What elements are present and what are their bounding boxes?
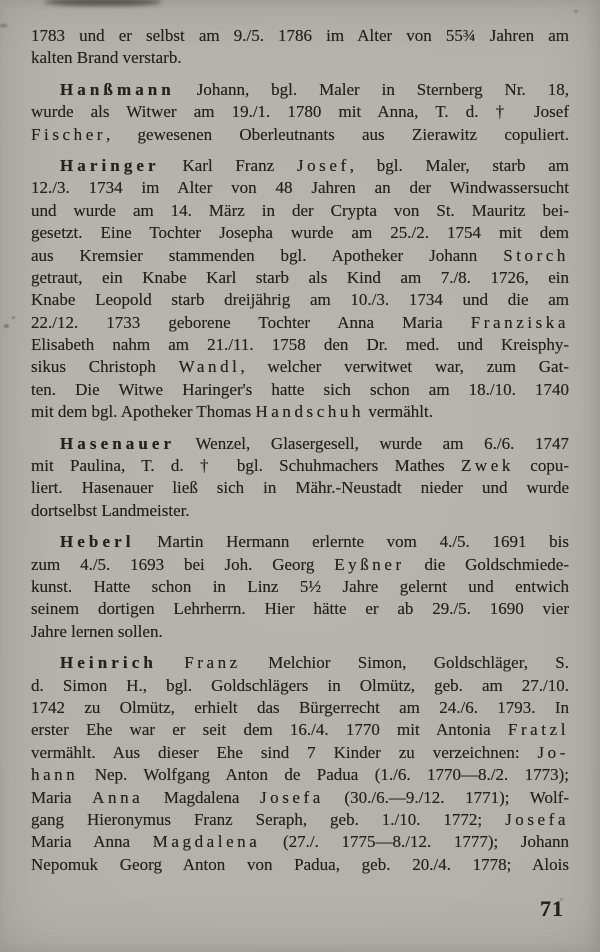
letterspaced-name: Handschuh xyxy=(255,402,365,422)
text-run: dortselbst Landmeister. xyxy=(31,500,190,520)
text-line xyxy=(31,433,569,455)
text-run: wurde als Witwer am 19./1. 1780 mit Anna, T. d. † Josef xyxy=(31,102,569,122)
letterspaced-name: Jo- xyxy=(537,742,569,762)
text-line xyxy=(31,101,569,123)
scan-artifact-left-speck xyxy=(0,24,7,27)
text-line xyxy=(31,787,569,809)
text-run: copu- xyxy=(513,456,569,476)
text-line xyxy=(31,531,569,553)
text-run: vermählt. xyxy=(364,402,433,422)
text-run: die Goldschmiede- xyxy=(404,554,569,574)
text-line xyxy=(31,289,569,311)
scan-artifact-margin-dot-small xyxy=(12,316,15,319)
text-run: liert. Hasenauer ließ sich in Mähr.-Neustadt nieder und wurde xyxy=(31,478,569,498)
text-line xyxy=(31,500,569,522)
text-line xyxy=(31,764,569,786)
text-line xyxy=(31,854,569,876)
text-line xyxy=(31,312,569,334)
text-line xyxy=(31,455,569,477)
letterspaced-name: Magdalena xyxy=(152,832,261,852)
text-run: aus Kremsier stammenden bgl. Apotheker Johann xyxy=(31,245,504,265)
entry-headword: Haringer xyxy=(60,155,160,175)
text-run: 22./12. 1733 geborene Tochter Anna Maria xyxy=(31,312,471,332)
text-run: Martin Hermann erlernte vom 4./5. 1691 bis xyxy=(134,532,569,552)
text-run: d. Simon H., bgl. Goldschlägers in Olmütz, geb. am 27./10. xyxy=(31,675,569,695)
text-run: getraut, ein Knabe Karl starb als Kind am 7./8. 1726, ein xyxy=(31,267,569,287)
text-line xyxy=(31,697,569,719)
text-run: Maria xyxy=(31,787,93,807)
text-run: Johann, bgl. Maler in Sternberg Nr. 18, xyxy=(174,79,569,99)
text-run: mit dem bgl. Apotheker Thomas xyxy=(31,402,256,422)
entry-headword: Heinrich xyxy=(60,653,157,673)
text-run: Karl Franz xyxy=(159,155,297,175)
letterspaced-name: Eyßner xyxy=(334,554,405,574)
text-run: (30./6.—9./12. 1771); Wolf- xyxy=(323,787,569,807)
letterspaced-name: Wandl xyxy=(178,357,241,377)
text-run: und wurde am 14. März in der Crypta von St. Mauritz bei- xyxy=(31,200,569,220)
text-line xyxy=(31,356,569,378)
text-line xyxy=(31,675,569,697)
text-line xyxy=(31,576,569,598)
letterspaced-name: Anna xyxy=(92,787,144,807)
text-line xyxy=(31,200,569,222)
text-line xyxy=(31,477,569,499)
text-run: zum 4./5. 1693 bei Joh. Georg xyxy=(31,554,335,574)
text-run: , bgl. Maler, starb am xyxy=(349,155,569,175)
text-line xyxy=(31,652,569,674)
text-run xyxy=(157,653,184,672)
text-line xyxy=(31,124,569,146)
text-line xyxy=(31,155,569,177)
text-line xyxy=(31,598,569,620)
text-run: Magdalena xyxy=(143,787,260,807)
letterspaced-name: Zwek xyxy=(460,456,514,476)
text-run: kunst. Hatte schon in Linz 5½ Jahre gelernt und entwich xyxy=(31,576,569,596)
text-run: Maria Anna xyxy=(31,832,153,852)
text-run: Wenzel, Glasergesell, wurde am 6./6. 1747 xyxy=(175,433,569,453)
page-number: 71 xyxy=(540,896,564,921)
text-run: sikus Christoph xyxy=(31,357,179,377)
paragraph xyxy=(31,155,569,424)
text-run: gang Hieronymus Franz Seraph, geb. 1./10. 1772; xyxy=(31,809,506,829)
text-line xyxy=(31,334,569,356)
text-run: 1783 und er selbst am 9./5. 1786 im Alter von 55¾ Jahren am xyxy=(31,26,569,45)
text-run: (27./. 1775—8./12. 1777); Johann xyxy=(260,832,569,852)
text-run: Knabe Leopold starb dreijährig am 10./3. 1734 und die am xyxy=(31,290,569,310)
text-block xyxy=(31,25,569,885)
letterspaced-name: Franz xyxy=(184,653,241,673)
text-run: Jahre lernen sollen. xyxy=(31,621,163,641)
letterspaced-name: Josef xyxy=(296,155,350,175)
text-run: mit Paulina, T. d. † bgl. Schuhmachers Mathes xyxy=(31,456,461,476)
text-run: Nepomuk Georg Anton von Padua, geb. 20./4. 1778; Alois xyxy=(31,854,569,874)
entry-headword: Hasenauer xyxy=(60,433,176,453)
paragraph xyxy=(31,531,569,643)
text-run: vermählt. Aus dieser Ehe sind 7 Kinder zu verzeichnen: xyxy=(31,742,538,762)
paragraph xyxy=(31,652,569,876)
entry-headword: Heberl xyxy=(60,532,135,552)
paragraph xyxy=(31,79,569,146)
text-run: Nep. Wolfgang Anton de Padua (1./6. 1770—8./2. 1773); xyxy=(78,765,569,785)
text-line xyxy=(31,177,569,199)
letterspaced-name: hann xyxy=(31,765,79,785)
text-line xyxy=(31,379,569,401)
text-line xyxy=(31,267,569,289)
letterspaced-name: Josefa xyxy=(259,787,324,807)
text-line xyxy=(31,245,569,267)
text-line xyxy=(31,742,569,764)
text-run: , welcher verwitwet war, zum Gat- xyxy=(240,357,569,377)
text-run: , gewesenen Oberleutnants aus Zierawitz copuliert. xyxy=(106,124,569,144)
text-line xyxy=(31,719,569,741)
text-line xyxy=(31,554,569,576)
text-line xyxy=(31,621,569,643)
text-line xyxy=(31,79,569,101)
text-run: ten. Die Witwe Haringer's hatte sich schon am 18./10. 1740 xyxy=(31,379,569,399)
letterspaced-name: Fischer xyxy=(31,124,107,144)
text-run: Melchior Simon, Goldschläger, S. xyxy=(240,653,570,673)
text-line xyxy=(31,809,569,831)
letterspaced-name: Josefa xyxy=(505,809,569,829)
entry-headword: Hanßmann xyxy=(60,79,175,99)
letterspaced-name: Storch xyxy=(503,245,569,265)
scan-artifact-margin-dot xyxy=(4,324,9,328)
paragraph xyxy=(31,433,569,523)
text-run: erster Ehe war er seit dem 16./4. 1770 mit Antonia xyxy=(31,720,508,740)
text-line xyxy=(31,401,569,423)
text-run: Elisabeth nahm am 21./11. 1758 den Dr. med. und Kreisphy- xyxy=(31,335,569,355)
text-line xyxy=(31,831,569,853)
text-run: 12./3. 1734 im Alter von 48 Jahren an der Windwassersucht xyxy=(31,178,569,198)
letterspaced-name: Franziska xyxy=(470,312,569,332)
scan-artifact-right-speck xyxy=(574,10,578,13)
text-line xyxy=(31,222,569,244)
text-run: kalten Brand verstarb. xyxy=(31,48,182,68)
paragraph xyxy=(31,25,569,70)
text-run: gesetzt. Eine Tochter Josepha wurde am 25./2. 1754 mit dem xyxy=(31,223,569,243)
text-line xyxy=(31,25,569,47)
text-run: 1742 zu Olmütz, erhielt das Bürgerrecht am 24./6. 1793. In xyxy=(31,697,569,717)
text-run: seinem dortigen Lehrherrn. Hier hätte er ab 29./5. 1690 vier xyxy=(31,599,569,619)
letterspaced-name: Fratzl xyxy=(507,720,569,740)
scan-artifact-top-smudge xyxy=(44,0,162,6)
text-line xyxy=(31,47,569,69)
